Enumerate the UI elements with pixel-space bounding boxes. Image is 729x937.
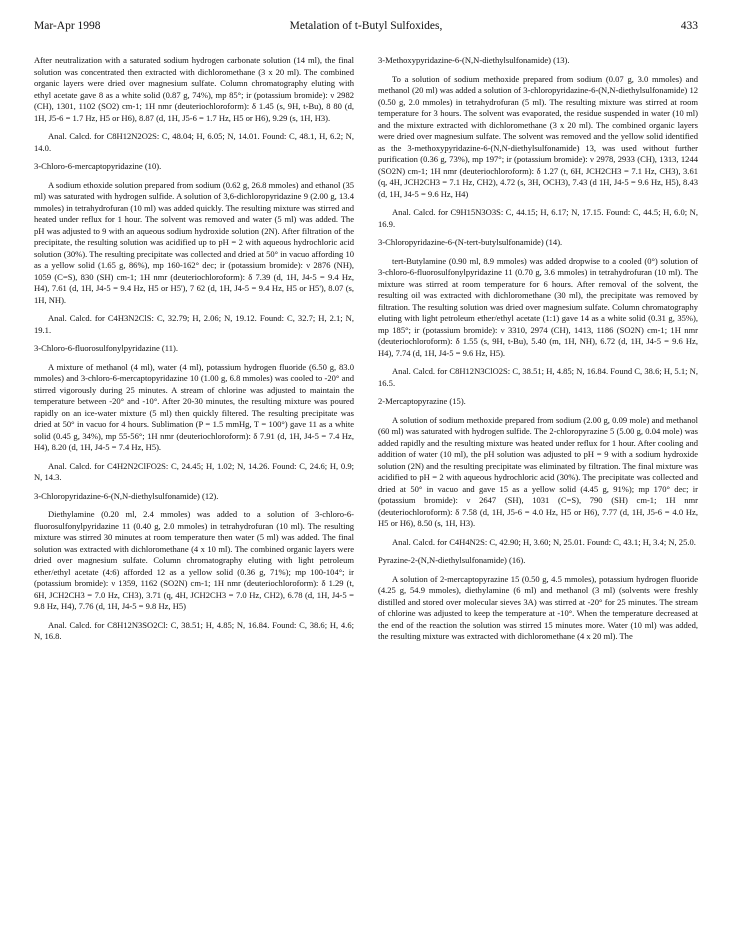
paragraph: A mixture of methanol (4 ml), water (4 ml), potassium hydrogen fluoride (6.50 g, 83.0 mmoles) and 3-chloro-6-mercaptopyridazine 10 (1.00 g, 6.8 mmoles) was cooled to -20° and stirred vigorously during 25 minutes. A stream of chlorine was adjusted to maintain the temperature between -20° and -10°. After 20-30 minutes, the resulting mixture was poured rapidly on an ice-water mixture (5 ml) then quickly filtered. The resulting precipitate was dried at 50° in vacuo for 4 hours. Sublimation (P = 1.5 mmHg, T = 100°) gave 11 as a white solid (0.45 g, 34%), mp 55-56°; 1H nmr (deuteriochloroform): δ 7.91 (d, 1H, J4-5 = 7.4 Hz, H4), 8.20 (d, 1H, J4-5 = 7.4 Hz, H5). [34,361,354,452]
section-heading: 3-Chloropyridazine-6-(N,N-diethylsulfonamide) (12). [34,490,219,501]
section-heading: 3-Chloropyridazine-6-(N-tert-butylsulfonamide) (14). [378,237,563,247]
section-heading: 2-Mercaptopyrazine (15). [378,396,466,406]
paragraph: A solution of 2-mercaptopyrazine 15 (0.50 g, 4.5 mmoles), potassium hydrogen fluoride (4.25 g, 54.9 mmoles), diethylamine (6 ml) and methanol (3 ml) (solvents were freshly distilled and stored over molecular sieves 3A) was stirred at -20° for 25 minutes. The stream of chlorine was adjusted to keep the temperature at -10°. When the temperature decreased at the end of the reaction the solution was stirred 15 minutes more. Water (10 ml) was added, the resulting mixture was extracted with dichloromethane (4 x 20 ml). The [378,573,698,641]
paragraph: tert-Butylamine (0.90 ml, 8.9 mmoles) was added dropwise to a cooled (0°) solution of 3-chloro-6-fluorosulfonylpyridazine 11 (0.70 g, 3.6 mmoles) in tetrahydrofuran (10 ml). The mixture was stirred at room temperature for 6 hours. After removal of the solvent, the resulting oil was extracted with dichloromethane (30 ml), the precipitate was removed by filtration. The resulting solution was dried over magnesium sulfate. Column chromatography eluting with light petroleum ether/ethyl acetate (1:1) gave 14 as a white solid (0.31 g, 35%), mp 185°; ir (potassium bromide): ν 3310, 2974 (CH), 1413, 1186 (SO2N) cm-1; 1H nmr (deuteriochloroform): δ 1.55 (s, 9H, t-Bu), 5.40 (m, 1H, NH), 6.72 (d, 1H, J4-5 = 9.6 Hz, H4), 7.74 (d, 1H, J4-5 = 9.6 Hz, H5). [378,255,698,358]
analysis-paragraph: Anal. Calcd. for C8H12N3ClO2S: C, 38.51; H, 4.85; N, 16.84. Found C, 38.6; H, 5.1; N, 16.5. [378,366,698,388]
analysis-paragraph: Anal. Calcd. for C8H12N2O2S: C, 48.04; H, 6.05; N, 14.01. Found: C, 48.1, H, 6.2; N, 14.0. [34,131,354,153]
section-heading: 3-Methoxypyridazine-6-(N,N-diethylsulfonamide) (13). [378,55,570,65]
analysis-paragraph: Anal. Calcd. for C8H12N3SO2Cl: C, 38.51; H, 4.85; N, 16.84. Found: C, 38.6; H, 4.6; N, 16.8. [34,619,354,641]
paragraph: Diethylamine (0.20 ml, 2.4 mmoles) was added to a solution of 3-chloro-6-fluorosulfonylpyridazine 11 (0.40 g, 2.0 mmoles) in tetrahydrofuran (10 ml). The resulting mixture was stirred 30 minutes at room temperature then water (5 ml) was added. The final solution was extracted with dichloromethane (4 x 10 ml). The combined organic layers were dried over magnesium sulfate. Column chromatography eluting with light petroleum ether/ethyl acetate (4:6) afforded 12 as a yellow solid (0.36 g, 71%); mp 100-104°; ir (potassium bromide): ν 1359, 1162 (SO2N) cm-1; 1H nmr (deuteriochloroform): δ 1.29 (t, 6H, JCH2CH3 = 7.0 Hz, CH3), 3.71 (q, 4H, JCH2CH3 = 7.0 Hz, CH2), 6.78 (d, 1H, J4-5 = 9.8 Hz, H4), 7.76 (d, 1H, J4-5 = 9.8 Hz, H5) [34,509,354,611]
section-heading: Pyrazine-2-(N,N-diethylsulfonamide) (16). [378,555,526,565]
paragraph: To a solution of sodium methoxide prepared from sodium (0.07 g, 3.0 mmoles) and methanol (20 ml) was added a solution of 3-chloropyridazine-6-(N,N-diethylsulfonamide) 12 (0.50 g, 2.0 mmoles) in tetrahydrofuran (5 ml). The resulting mixture was stirred at room temperature for 3 hours. The solvent was evaporated, the residue suspended in water (10 ml) and the mixture extracted with dichloromethane (3 x 20 ml). The combined organic layers were dried over magnesium sulfate. The solvent was removed and the yellow solid identified as the 3-methoxypyridazine-6-(N,N-diethylsulfonamide) 13, was used without further purification (0.36 g, 73%), mp 197°; ir (potassium bromide): ν 2978, 2933 (CH), 1313, 1244 (SO2N) cm-1; 1H nmr (deuteriochloroform): δ 1.27 (t, 6H, JCH2CH3 = 7.1 Hz, CH3), 3.61 (q, 4H, JCH2CH3 = 7.1 Hz, CH2), 4.72 (s, 3H, OCH3), 7.43 (d 1H, J4-5 = 9.6 Hz, H5), 8.43 (d, 1H, J4-5 = 9.6 Hz, H4) [378,73,698,199]
analysis-paragraph: Anal. Calcd. for C4H3N2ClS: C, 32.79; H, 2.06; N, 19.12. Found: C, 32.7; H, 2.1; N, 19.1. [34,313,354,335]
right-column [378,55,698,650]
section-heading: 3-Chloro-6-fluorosulfonylpyridazine (11). [34,343,178,353]
paragraph: After neutralization with a saturated sodium hydrogen carbonate solution (14 ml), the final solution was concentrated then extracted with dichloromethane (3 x 20 ml). The combined organic layers were dried over magnesium sulfate. Column chromatography eluting with ethyl acetate gave 8 as a white solid (0.87 g, 74%), mp 85°; ir (potassium bromide): ν 2982 (CH), 1301, 1102 (SO2) cm-1; 1H nmr (deuteriochloroform): δ 1.45 (s, 9H, t-Bu), 8 80 (d, 1H, J5-6 = 1.7 Hz, H5 or H6), 8.87 (d, 1H, J5-6 = 1.7 Hz, H5 or H6), 9.29 (s, 1H, H3). [34,55,354,123]
section-heading: 3-Chloro-6-mercaptopyridazine (10). [34,161,162,171]
page-number: 433 [680,20,698,32]
left-column [34,55,354,650]
analysis-paragraph: Anal. Calcd. for C9H15N3O3S: C, 44.15; H, 6.17; N, 17.15. Found: C, 44.5; H, 6.0; N, 16.9. [378,207,698,229]
header-date: Mar-Apr 1998 [34,20,101,32]
paragraph: A sodium ethoxide solution prepared from sodium (0.62 g, 26.8 mmoles) and ethanol (35 ml) was saturated with hydrogen sulfide. A solution of 3,6-dichloropyridazine 9 (2.00 g, 13.4 mmoles) in tetrahydrofuran (10 ml) was added quickly. The resulting mixture was stirred and heated under reflux for 1 hour. The solvent was removed and water (5 ml) was added. The pH was adjusted to 9 with an aqueous sodium hydroxide solution (2N). After filtration of the precipitate, the resulting solution was acidified up to pH = 2 with aqueous hydrochloric acid solution (30%). The resulting precipitate was collected and dried at 50° in vacuo affording 10 as a yellow solid (1.65 g, 86%), mp 160-162° dec; ir (potassium bromide): ν 2876 (NH), 1059 (C=S), 830 (SH) cm-1; 1H nmr (deuteriochloroform): δ 7.39 (d, 1H, J4-5 = 9.4 Hz, H4), 7.61 (d, 1H, J4-5 = 9.4 Hz, H5 or H5'), 7 62 (d, 1H, J4-5 = 9.4 Hz, H5 or H5'), 8.07 (s, 1H, NH). [34,179,354,305]
running-header [34,20,698,34]
analysis-paragraph: Anal. Calcd. for C4H4N2S: C, 42.90; H, 3.60; N, 25.01. Found: C, 43.1; H, 3.4; N, 25.0. [392,536,696,547]
paragraph: A solution of sodium methoxide prepared from sodium (2.00 g, 0.09 mole) and methanol (60 ml) was saturated with hydrogen sulfide. The 2-chloropyrazine 5 (5.00 g, 0.04 mole) was added rapidly and the resulting mixture was heated under reflux for 1 hour. After cooling and addition of water (10 ml), the pH solution was adjusted to pH = 9 with a sodium hydroxide solution (2N) and the resulting precipitate was eliminated by filtration. The final mixture was acidified to pH = 2 with aqueous hydrochloric acid (30%). The precipitate was collected and dried at 50° in vacuo and gave 15 as a yellow solid (4.45 g, 91%); mp 170° dec; ir (potassium bromide): ν 2647 (SH), 1031 (C=S), 790 (SH) cm-1; 1H nmr (deuteriochloroform): δ 7.58 (d, 1H, J5-6 = 4.0 Hz, H5 or H6), 7.77 (d, 1H, J5-6 = 4.0 Hz, H5 or H6), 8.50 (s, 1H, H3). [378,414,698,528]
analysis-paragraph: Anal. Calcd. for C4H2N2ClFO2S: C, 24.45; H, 1.02; N, 14.26. Found: C, 24.6; H, 0.9; N, 14.3. [34,460,354,482]
header-title: Metalation of t-Butyl Sulfoxides, [289,20,443,32]
